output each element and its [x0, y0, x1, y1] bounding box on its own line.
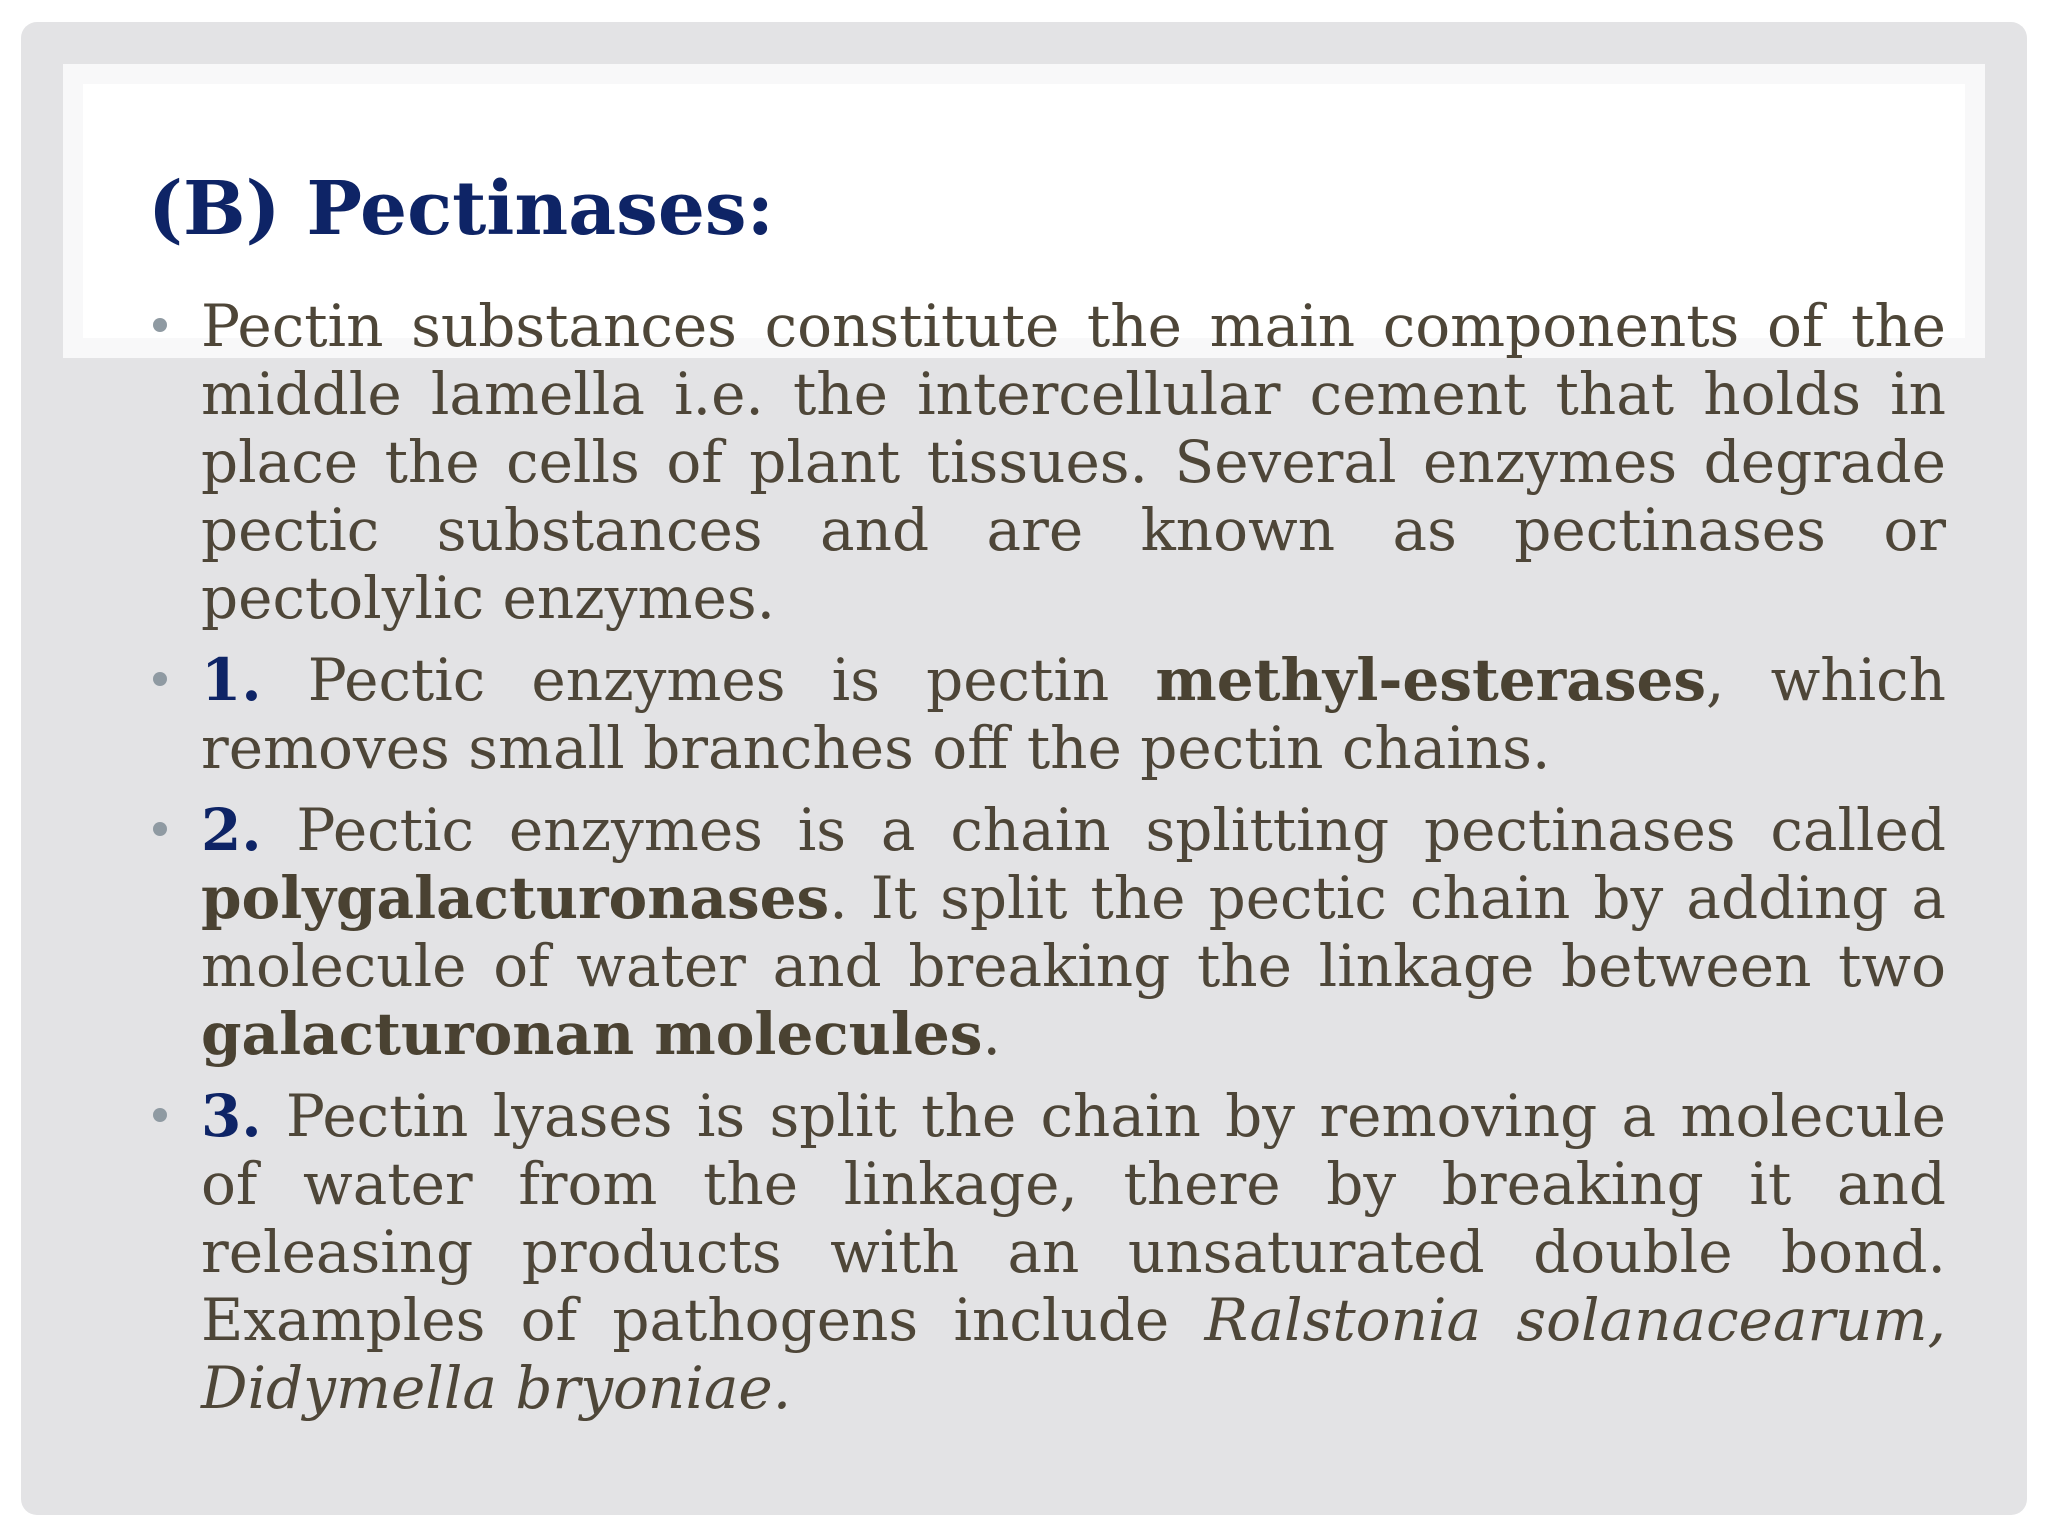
bullet-number: 3. [201, 1082, 262, 1150]
bullet-text: Pectin lyases is split the chain by removing a molecule of water from the linkage, there by breaking it and releasing products with an unsaturated double bond. Examples of pathogens include [201, 1082, 1946, 1354]
bullet-text: . It split the pectic chain by adding a molecule of water and breaking the linkage between two [201, 864, 1946, 1000]
bullet-number: 1. [201, 646, 262, 714]
bold-term: polygalacturonases [201, 864, 830, 932]
bullet-item-1 [201, 646, 1946, 782]
bullet-item-2 [201, 796, 1946, 1068]
slide [21, 22, 2027, 1515]
bullet-text: Pectic enzymes is pectin [261, 646, 1156, 714]
bold-term: methyl-esterases [1155, 646, 1707, 714]
italic-species-names: Ralstonia solanacearum, Didymella bryoniae. [201, 1286, 1946, 1422]
bullet-dot-icon [153, 822, 167, 836]
bullet-text: Pectic enzymes is a chain splitting pectinases called [261, 796, 1946, 864]
bullet-number: 2. [201, 796, 262, 864]
bold-term: galacturonan molecules [201, 1000, 983, 1068]
bullet-dot-icon [153, 672, 167, 686]
bullet-item-3 [201, 1082, 1946, 1422]
bullet-dot-icon [153, 1108, 167, 1122]
bullet-text: . [982, 1000, 1001, 1068]
bullet-dot-icon [153, 318, 167, 332]
bullet-item-intro [201, 292, 1946, 632]
bullet-text: , which removes small branches off the pectin chains. [201, 646, 1946, 782]
bullet-text: Pectin substances constitute the main components of the middle lamella i.e. the intercellular cement that holds in place the cells of plant tissues. Several enzymes degrade pectic substances and are known as pectinases or pectolylic enzymes. [201, 292, 1946, 632]
bullet-list [201, 292, 1946, 1436]
slide-title: (B) Pectinases: [148, 166, 774, 252]
